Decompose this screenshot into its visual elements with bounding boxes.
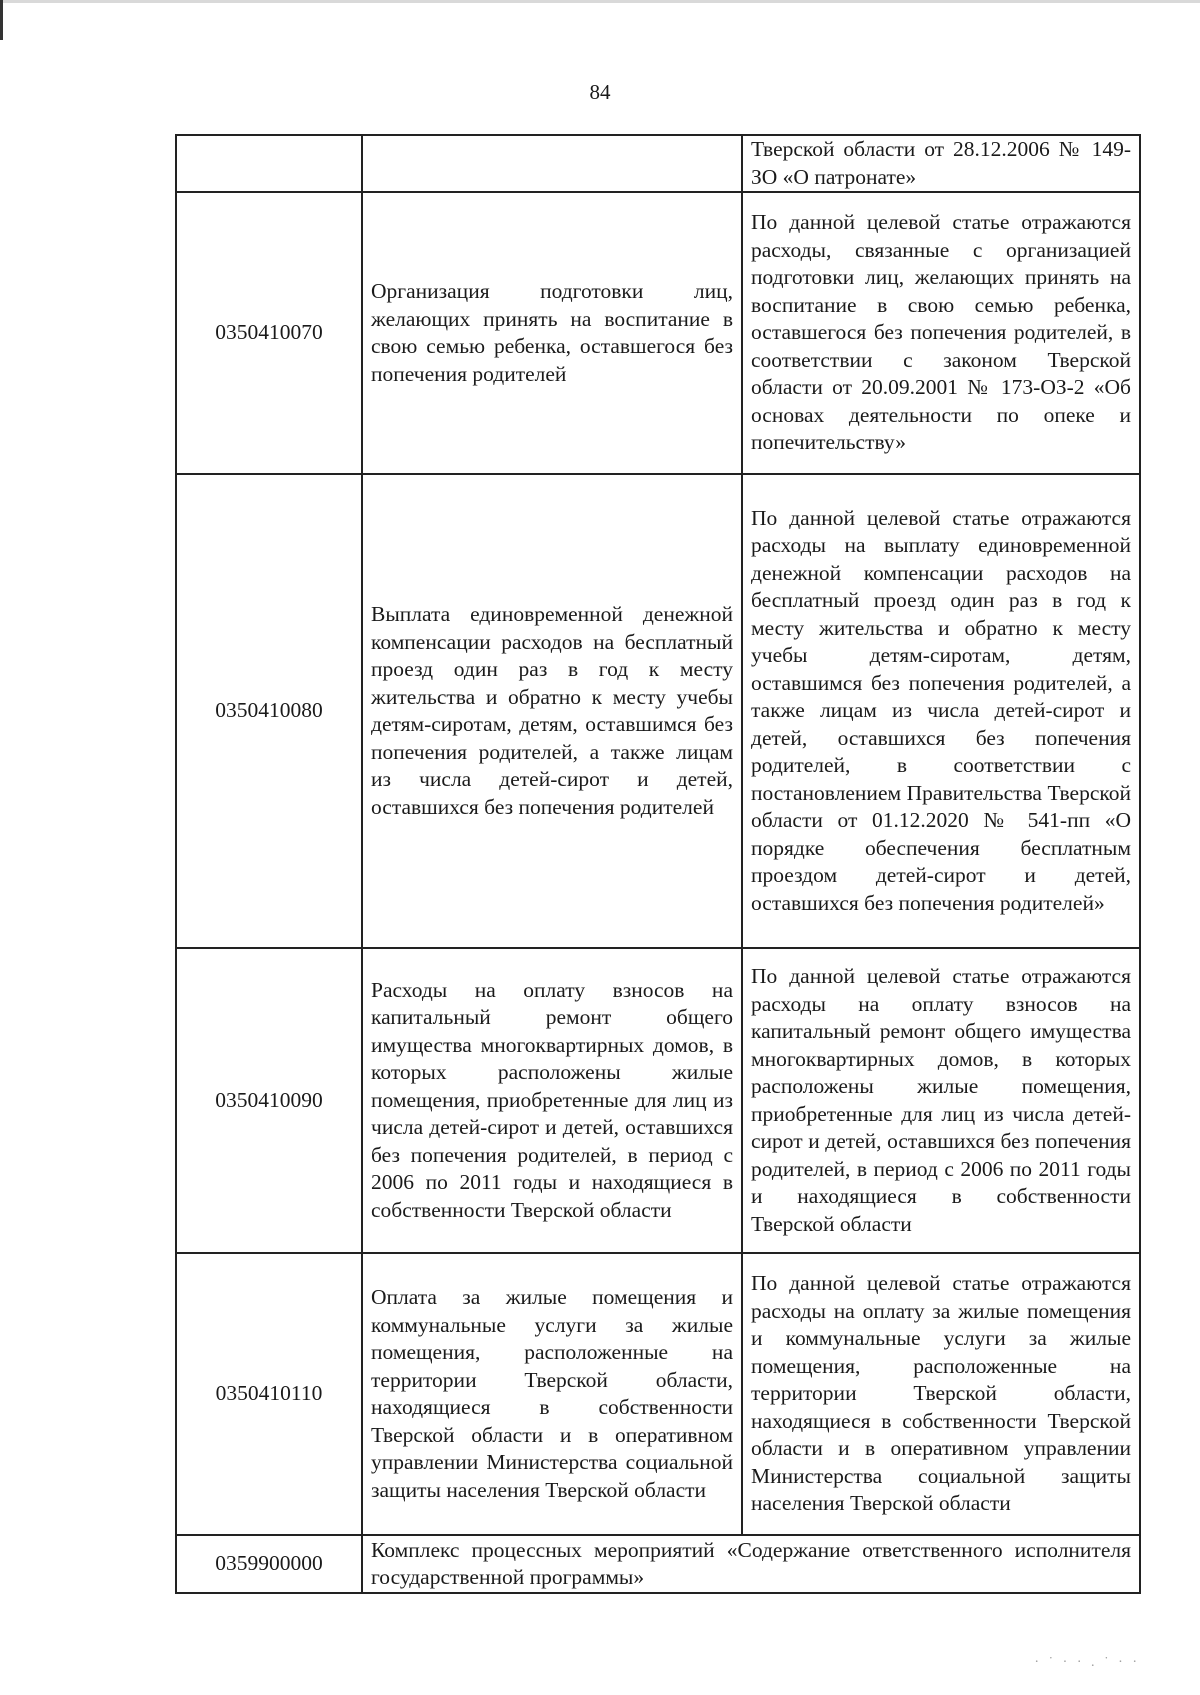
target-article-code: 0350410080 (176, 474, 362, 948)
table-row (176, 1253, 1140, 1535)
target-article-code: 0359900000 (176, 1535, 362, 1593)
table-row (176, 948, 1140, 1253)
target-article-name: Выплата единовременной денежной компенсации расходов на бесплатный проезд один раз в год к месту жительства и обратно к месту учебы детям-сиротам, детям, оставшимся без попечения родителей, а также лицам из числа детей-сирот и детей, оставшихся без попечения родителей (362, 474, 742, 948)
target-article-code (176, 135, 362, 192)
target-article-description: Тверской области от 28.12.2006 № 149-ЗО «О патронате» (742, 135, 1140, 192)
target-article-name: Оплата за жилые помещения и коммунальные услуги за жилые помещения, расположенные на территории Тверской области, находящиеся в собственности Тверской области и в оперативном управлении Министерства социальной защиты населения Тверской области (362, 1253, 742, 1535)
target-article-code: 0350410090 (176, 948, 362, 1253)
table-row (176, 192, 1140, 474)
scan-edge (0, 0, 1200, 3)
table-row (176, 474, 1140, 948)
scan-edge-mark (0, 0, 3, 40)
budget-classification-table (175, 134, 1141, 1594)
page-number: 84 (589, 80, 611, 104)
scan-noise: · ˙ · · . ˙ · · (1034, 1655, 1140, 1670)
table-row (176, 135, 1140, 192)
table-row (176, 1535, 1140, 1593)
target-article-name: Расходы на оплату взносов на капитальный ремонт общего имущества многоквартирных домов, в которых расположены жилые помещения, приобретенные для лиц из числа детей-сирот и детей, оставшихся без попечения родителей, в период с 2006 по 2011 годы и находящиеся в собственности Тверской области (362, 948, 742, 1253)
target-article-name: Организация подготовки лиц, желающих принять на воспитание в свою семью ребенка, оставшегося без попечения родителей (362, 192, 742, 474)
process-complex-name: Комплекс процессных мероприятий «Содержание ответственного исполнителя государственной программы» (362, 1535, 1140, 1593)
target-article-code: 0350410110 (176, 1253, 362, 1535)
target-article-description: По данной целевой статье отражаются расходы на выплату единовременной денежной компенсации расходов на бесплатный проезд один раз в год к месту жительства и обратно к месту учебы детям-сиротам, детям, оставшимся без попечения родителей, а также лицам из числа детей-сирот и детей, оставшихся без попечения родителей, в соответствии с постановлением Правительства Тверской области от 01.12.2020 № 541-пп «О порядке обеспечения бесплатным проездом детей-сирот и детей, оставшихся без попечения родителей» (742, 474, 1140, 948)
target-article-name (362, 135, 742, 192)
target-article-description: По данной целевой статье отражаются расходы на оплату взносов на капитальный ремонт общего имущества многоквартирных домов, в которых расположены жилые помещения, приобретенные для лиц из числа детей-сирот и детей, оставшихся без попечения родителей, в период с 2006 по 2011 годы и находящиеся в собственности Тверской области (742, 948, 1140, 1253)
target-article-description: По данной целевой статье отражаются расходы, связанные с организацией подготовки лиц, желающих принять на воспитание в свою семью ребенка, оставшегося без попечения родителей, в соответствии с законом Тверской области от 20.09.2001 № 173-ОЗ-2 «Об основах деятельности по опеке и попечительству» (742, 192, 1140, 474)
target-article-code: 0350410070 (176, 192, 362, 474)
target-article-description: По данной целевой статье отражаются расходы на оплату за жилые помещения и коммунальные услуги за жилые помещения, расположенные на территории Тверской области, находящиеся в собственности Тверской области и в оперативном управлении Министерства социальной защиты населения Тверской области (742, 1253, 1140, 1535)
